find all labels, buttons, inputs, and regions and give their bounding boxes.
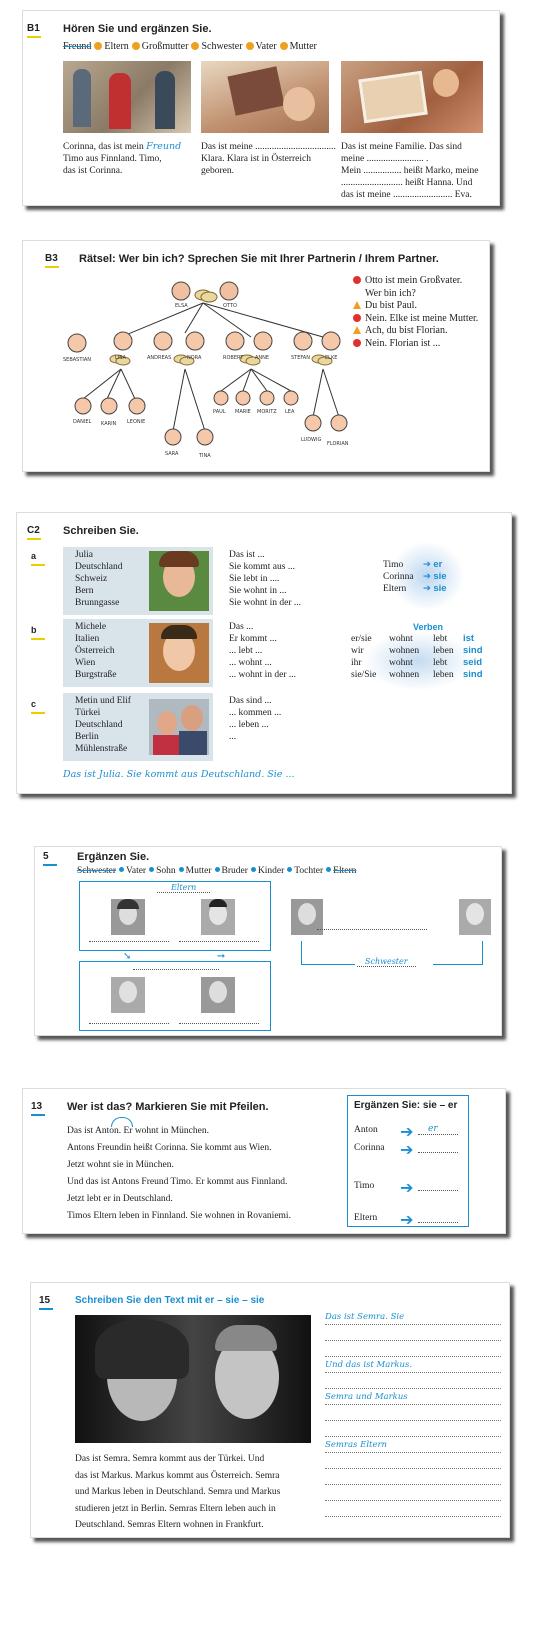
exercise-title: Ergänzen Sie.	[77, 851, 150, 863]
exercise-title: Hören Sie und ergänzen Sie.	[63, 23, 212, 35]
story-text: Das ist Semra. Semra kommt aus der Türkei. Und das ist Markus. Markus kommt aus Österreich. Semra und Markus leben in Deutschland. Semra und Markus studieren jetzt in Berlin. Semras Eltern leben auch in Deutschland. Semras Eltern wohnen in Frankfurt.	[75, 1454, 281, 1530]
name-label: LUDWIG	[301, 437, 322, 443]
riddle-dialog: Otto ist mein Großvater. Wer bin ich? Du bist Paul. Nein. Elke ist meine Mutter. Ach, du bist Florian. Nein. Florian ist ...	[353, 275, 489, 350]
exercise-title: Wer ist das? Markieren Sie mit Pfeilen.	[67, 1101, 269, 1113]
name-label: LISA	[115, 355, 126, 361]
photo-son	[201, 977, 235, 1013]
exercise-b3	[22, 240, 490, 472]
name-label: STEFAN	[291, 355, 310, 361]
exercise-15	[30, 1282, 510, 1538]
name-label: OTTO	[223, 303, 237, 309]
name-label: PAUL	[213, 409, 226, 415]
answer-eltern: Eltern	[157, 883, 210, 893]
name-label: ANNE	[255, 355, 270, 361]
info-card-b: Michele Italien Österreich Wien Burgstraße	[63, 619, 213, 687]
name-label: ELSA	[175, 303, 188, 309]
exercise-13	[22, 1088, 506, 1234]
photo-family	[341, 61, 483, 133]
photo-julia	[149, 551, 209, 611]
name-label: ROBERT	[223, 355, 244, 361]
name-label: SARA	[165, 451, 179, 457]
exercise-tag: 15	[39, 1295, 51, 1306]
row-letter: a	[31, 551, 37, 561]
exercise-c2	[16, 512, 512, 794]
exercise-title: Schreiben Sie den Text mit er – sie – sie	[75, 1295, 265, 1306]
answer-schwester: Schwester	[357, 957, 416, 967]
exercise-tag: 5	[43, 851, 49, 862]
photo-michele	[149, 623, 209, 683]
lines-c: Das sind ... ... kommen ... ... leben ... ...	[229, 696, 282, 742]
photo-metin-elif	[149, 699, 209, 755]
photo-father	[201, 899, 235, 935]
photo-daughter	[111, 977, 145, 1013]
name-label: NORA	[187, 355, 202, 361]
exercise-b1	[22, 10, 500, 206]
name-label: DANIEL	[73, 419, 92, 425]
photo-girl	[459, 899, 491, 935]
info-card-c: Metin und Elif Türkei Deutschland Berlin Mühlenstraße	[63, 693, 213, 761]
name-label: KARIN	[101, 421, 117, 427]
box-title: Ergänzen Sie: sie – er	[354, 1100, 458, 1111]
lines-a: Das ist ... Sie kommt aus ... Sie lebt in .... Sie wohnt in ... Sie wohnt in der ...	[229, 550, 302, 608]
word-bank: Freund Eltern Großmutter Schwester Vater Mutter	[63, 41, 317, 52]
photo-kitchen	[63, 61, 191, 133]
writing-lines: Das ist Semra. Sie Und das ist Markus. Semra und Markus Semras Eltern	[325, 1309, 501, 1517]
exercise-5: 5 Ergänzen Sie. Schwester Vater Sohn Mutter Bruder Kinder Tochter Eltern Eltern ➘ ➙ Schwester	[34, 846, 502, 1036]
lines-b: Das ... Er kommt ... ... lebt ... ... wohnt ... ... wohnt in der ...	[229, 622, 297, 680]
row-letter: b	[31, 625, 37, 635]
exercise-title: Rätsel: Wer bin ich? Sprechen Sie mit Ihrer Partnerin / Ihrem Partner.	[79, 253, 439, 265]
verbs-table: Verben er/sie wohnt lebt ist wir wohnen leben sind ihr wohnt lebt seid sie/Sie wohnen leben sind	[351, 622, 483, 680]
text-3: Das ist meine Familie. Das sind meine ........................ . Mein ................ heißt Marko, meine .......................... heißt Hanna. Und das ist meine ......................... Eva.	[341, 142, 479, 200]
exercise-title: Schreiben Sie.	[63, 525, 139, 537]
name-label: ANDREAS	[147, 355, 172, 361]
name-label: SEBASTIAN	[63, 357, 92, 363]
pronoun-table: Timo ➔ er Corinna ➔ sie Eltern ➔ sie	[383, 559, 447, 594]
exercise-tag: B3	[45, 253, 58, 264]
word-bank: Schwester Vater Sohn Mutter Bruder Kinder Tochter Eltern	[77, 866, 357, 876]
text-1: Corinna, das ist mein Freund Timo aus Finnland. Timo, das ist Corinna.	[63, 141, 182, 176]
pronoun-box: Ergänzen Sie: sie – er Anton ➔ er Corinna ➔ Timo ➔ Eltern ➔	[347, 1095, 469, 1227]
name-label: MORITZ	[257, 409, 277, 415]
name-label: MARIE	[235, 409, 251, 415]
text-lines: Das ist Anton. Er wohnt in München. Antons Freundin heißt Corinna. Sie kommt aus Wien. Jetzt wohnt sie in München. Und das ist Antons Freund Timo. Er kommt aus Finnland. Jetzt lebt er in Deutschland. Timos Eltern leben in Finnland. Sie wohnen in Rovaniemi.	[67, 1126, 291, 1221]
name-label: LEONIE	[127, 419, 146, 425]
name-label: TINA	[199, 453, 211, 459]
exercise-tag: B1	[27, 23, 40, 34]
exercise-tag: C2	[27, 525, 40, 536]
name-label: ELKE	[325, 355, 338, 361]
text-2: Das ist meine .................................. Klara. Klara ist in Österreich geboren.	[201, 142, 336, 176]
photo-semra-markus	[75, 1315, 311, 1443]
row-letter: c	[31, 699, 37, 709]
tree-lines	[83, 303, 339, 431]
name-label: LEA	[285, 409, 295, 415]
example-sentence: Das ist Julia. Sie kommt aus Deutschland. Sie ...	[63, 769, 295, 780]
exercise-tag: 13	[31, 1101, 43, 1112]
name-label: FLORIAN	[327, 441, 349, 447]
photo-mother	[111, 899, 145, 935]
info-card-a: Julia Deutschland Schweiz Bern Brunngasse	[63, 547, 213, 615]
photo-grandmother	[201, 61, 329, 133]
children-box	[79, 961, 271, 1031]
